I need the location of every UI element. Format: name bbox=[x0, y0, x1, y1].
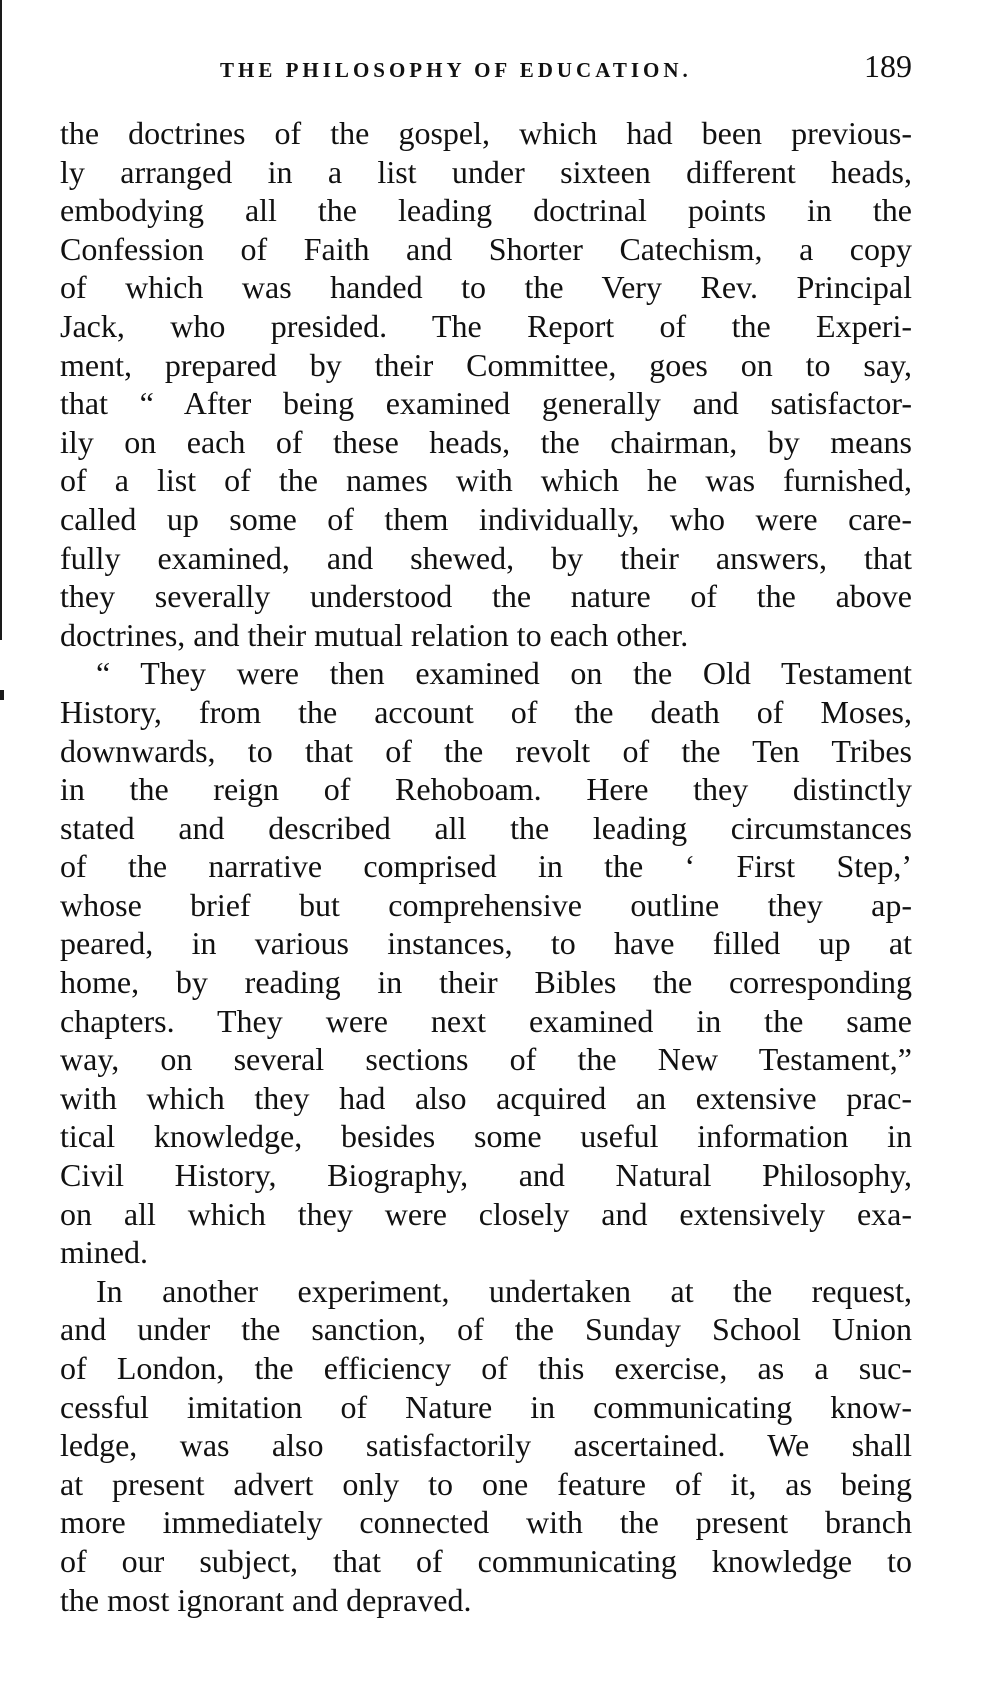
page-number: 189 bbox=[864, 48, 912, 84]
text-line: with which they had also acquired an extensive prac- bbox=[60, 1079, 912, 1116]
text-line: more immediately connected with the present branch bbox=[60, 1504, 912, 1541]
text-line: the doctrines of the gospel, which had been previous- bbox=[60, 115, 912, 151]
text-line: ly arranged in a list under sixteen different heads, bbox=[60, 153, 912, 190]
text-line: called up some of them individually, who were care- bbox=[60, 500, 912, 537]
text-line: of London, the efficiency of this exercise, as a suc- bbox=[60, 1350, 912, 1386]
text-line: of the narrative comprised in the ‘ First Step,’ bbox=[60, 848, 912, 885]
text-line: peared, in various instances, to have filled up at bbox=[60, 925, 912, 962]
text-line: stated and described all the leading circumstances bbox=[60, 809, 912, 846]
text-line: home, by reading in their Bibles the corresponding bbox=[60, 964, 912, 1001]
text-line: ily on each of these heads, the chairman, by means bbox=[60, 423, 912, 460]
text-line: of a list of the names with which he was furnished, bbox=[60, 462, 912, 499]
text-line: the most ignorant and depraved. bbox=[60, 1581, 472, 1618]
text-line: ledge, was also satisfactorily ascertained. We shall bbox=[60, 1427, 912, 1464]
text-line: and under the sanction, of the Sunday School Union bbox=[60, 1311, 912, 1348]
text-line: In another experiment, undertaken at the request, bbox=[96, 1272, 912, 1309]
text-line: tical knowledge, besides some useful information in bbox=[60, 1118, 912, 1155]
text-line: History, from the account of the death of Moses, bbox=[60, 693, 912, 730]
text-line: doctrines, and their mutual relation to each other. bbox=[60, 616, 689, 653]
text-line: in the reign of Rehoboam. Here they distinctly bbox=[60, 771, 912, 808]
scan-edge-line bbox=[0, 0, 2, 640]
text-line: “ They were then examined on the Old Testament bbox=[96, 655, 912, 692]
text-line: Jack, who presided. The Report of the Experi- bbox=[60, 307, 912, 344]
text-line: on all which they were closely and extensively exa- bbox=[60, 1195, 912, 1232]
page-header bbox=[160, 42, 912, 92]
text-line: mined. bbox=[60, 1234, 148, 1271]
text-line: that “ After being examined generally and satisfactor- bbox=[60, 385, 912, 422]
text-line: cessful imitation of Nature in communicating know- bbox=[60, 1388, 912, 1425]
text-line: way, on several sections of the New Testament,” bbox=[60, 1041, 912, 1078]
running-head: THE PHILOSOPHY OF EDUCATION. bbox=[220, 58, 692, 82]
text-line: of which was handed to the Very Rev. Principal bbox=[60, 269, 912, 306]
text-line: of our subject, that of communicating knowledge to bbox=[60, 1542, 912, 1579]
text-line: whose brief but comprehensive outline they ap- bbox=[60, 886, 912, 923]
body-text bbox=[60, 114, 912, 1619]
text-line: fully examined, and shewed, by their answers, that bbox=[60, 539, 912, 576]
text-line: at present advert only to one feature of it, as being bbox=[60, 1465, 912, 1502]
text-line: embodying all the leading doctrinal points in the bbox=[60, 192, 912, 229]
text-line: they severally understood the nature of the above bbox=[60, 578, 912, 615]
text-line: downwards, to that of the revolt of the Ten Tribes bbox=[60, 732, 912, 769]
text-line: Confession of Faith and Shorter Catechism, a copy bbox=[60, 230, 912, 267]
text-line: Civil History, Biography, and Natural Philosophy, bbox=[60, 1157, 912, 1194]
text-line: chapters. They were next examined in the same bbox=[60, 1002, 912, 1039]
scan-edge-tick bbox=[0, 690, 4, 700]
text-line: ment, prepared by their Committee, goes on to say, bbox=[60, 346, 912, 383]
